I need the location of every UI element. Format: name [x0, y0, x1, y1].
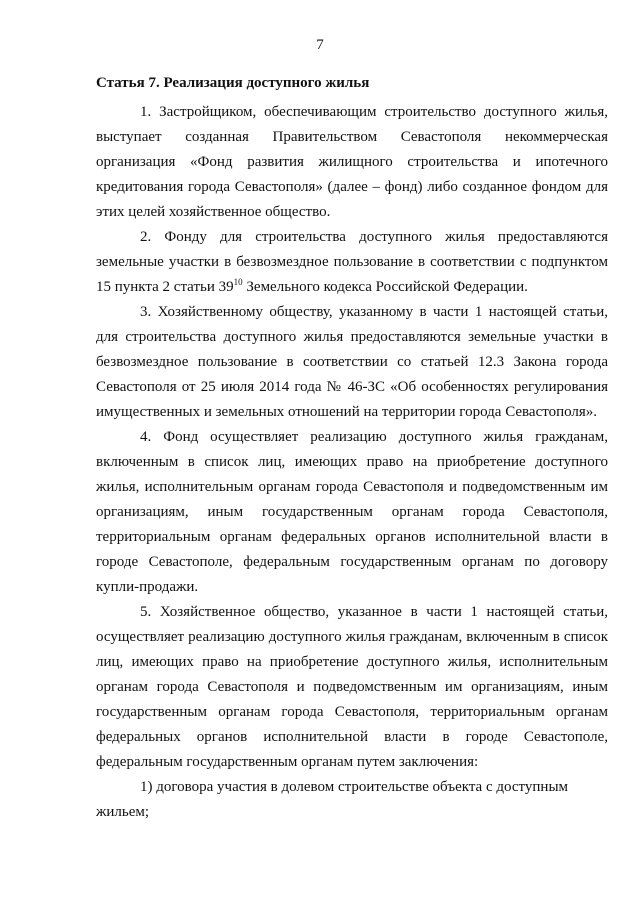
paragraph-5-item-1: 1) договора участия в долевом строительстве объекта с доступным жильем;	[96, 779, 569, 820]
paragraph-2	[96, 225, 608, 300]
paragraph-5: 5. Хозяйственное общество, указанное в части 1 настоящей статьи, осуществляет реализацию доступного жилья гражданам, включенным в список лиц, имеющих право на приобретение доступного жилья, исполнительным органам города Севастополя и подведомственным им организациям, иным государственным органам города Севастополя, территориальным органам федеральных органов исполнительной власти в городе Севастополе, федеральным государственным органам путем заключения:	[96, 604, 608, 770]
paragraph-3: 3. Хозяйственному обществу, указанному в части 1 настоящей статьи, для строительства доступного жилья предоставляются земельные участки в безвозмездное пользование в соответствии со статьей 12.3 Закона города Севастополя от 25 июля 2014 года № 46-ЗС «Об особенностях регулирования имущественных и земельных отношений на территории города Севастополя».	[96, 304, 608, 420]
article-superscript: 10	[233, 277, 243, 287]
paragraph-2-text: 2. Фонду для строительства доступного жилья предоставляются земельные участки в безвозмездное пользование в соответствии с подпунктом 15 пункта 2 статьи 39	[96, 229, 608, 295]
page-number: 7	[316, 37, 324, 53]
article-title: Статья 7. Реализация доступного жилья	[96, 75, 370, 91]
paragraph-4: 4. Фонд осуществляет реализацию доступного жилья гражданам, включенным в список лиц, имеющих право на приобретение доступного жилья, исполнительным органам города Севастополя и подведомственным им организациям, иным государственным органам города Севастополя, территориальным органам федеральных органов исполнительной власти в городе Севастополе, федеральным государственным органам по договору купли-продажи.	[96, 429, 608, 595]
paragraph-1: 1. Застройщиком, обеспечивающим строительство доступного жилья, выступает созданная Правительством Севастополя некоммерческая организация «Фонд развития жилищного строительства и ипотечного кредитования города Севастополя» (далее – фонд) либо созданное фондом для этих целей хозяйственное общество.	[96, 104, 608, 220]
paragraph-2-text-end: Земельного кодекса Российской Федерации.	[242, 279, 528, 295]
article-body	[96, 71, 608, 825]
